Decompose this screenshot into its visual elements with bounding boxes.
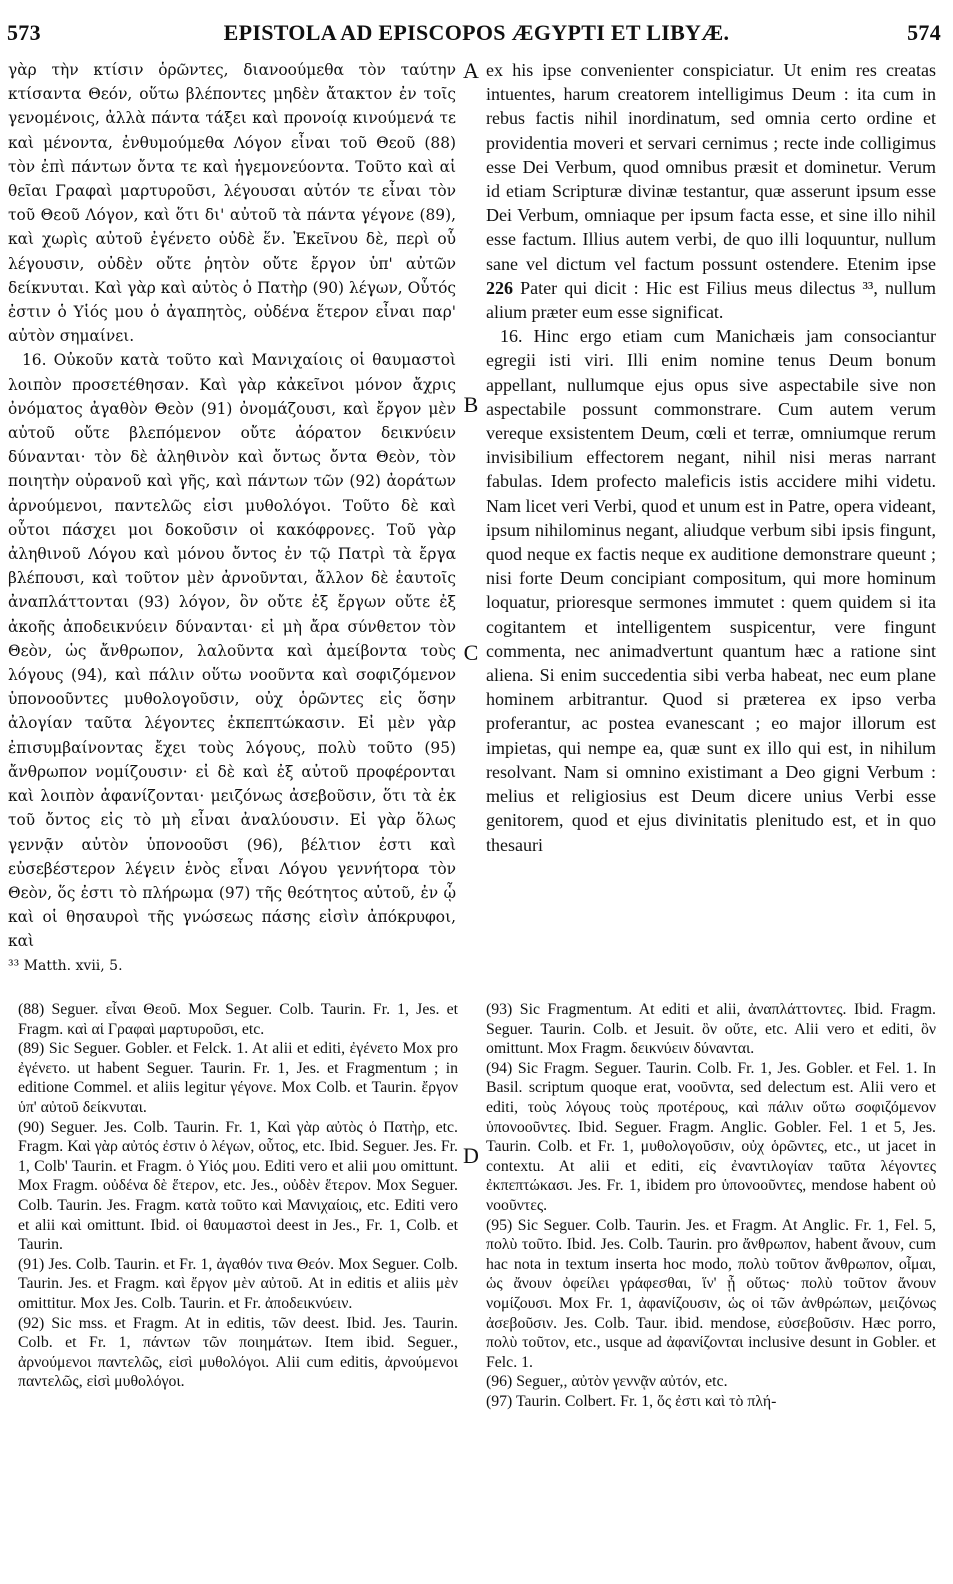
page-header	[0, 14, 953, 50]
note-94: (94) Sic Fragm. Seguer. Taurin. Colb. Fr. 1, Jes. Gobler. et Fel. 1. In Basil. scriptum quoque erat, νοοῦντα, sed delectum est. Alii vero et editi, τοὺς λόγους τοὺς προτέρους, καὶ πάλιν οὕτω σοφιζόμενον ὑπονοοῦντες. Ibid. Seguer. Fragm. Anglic. Gobler. Fel. 1 et 5, Jes. Taurin. Colb. et Fr. 1, μυθολογοῦσιν, οὐχ ὁρῶντες, etc., ut jacet in contextu. At alii et editi, εἰς ἐναντιλογίαν ταῦτα λέγοντες ἐκπεπτώκασι. Jes. Fr. 1, ibidem pro ὑπονοοῦντες, mendose habent οὐ νοοῦντες.	[486, 1059, 936, 1214]
note-90: (90) Seguer. Jes. Colb. Taurin. Fr. 1, Καὶ γὰρ αὐτὸς ὁ Πατὴρ, etc. Fragm. Καὶ γὰρ αὐτός ἐστιν ὁ λέγων, οὗτος, etc. Ibid. Seguer. Jes. Fr. 1, Colb' Taurin. et Fragm. ὁ Υἱός μου. Editi vero et alii μου omittunt. Mox Fragm. οὐδένα δὲ ἕτερον, etc. Jes., οὐδὲν ἕτερον. Mox Seguer. Colb. Taurin. Jes. Fragm. κατὰ τοῦτο καὶ Μανιχαίοις, etc. Editi vero et alii καὶ omittunt. Ibid. οἱ θαυμαστοὶ deest in Jes., Fr. 1, Colb. et Taurin.	[18, 1118, 458, 1254]
margin-letter-a: A	[463, 58, 479, 83]
note-96: (96) Seguer,, αὐτὸν γεννᾷν αὐτόν, etc.	[486, 1373, 728, 1391]
note-88: (88) Seguer. εἶναι Θεοῦ. Mox Seguer. Colb. Taurin. Fr. 1, Jes. et Fragm. καὶ αἱ Γραφαὶ μαρτυροῦσι, etc.	[18, 1001, 458, 1038]
margin-letter-c: C	[463, 640, 479, 665]
page-number-right: 574	[907, 20, 941, 45]
greek-paragraph-1: γὰρ τὴν κτίσιν ὁρῶντες, διανοούμεθα τὸν ταύτην κτίσαντα Θεόν, οὕτω βλέποντες μηδὲν ἄτακτον ἐν τοῖς γενομένοις, ἀλλὰ πάντα τάξει καὶ προνοίᾳ κινούμενά τε καὶ μένοντα, ἐνθυμούμεθα Λόγον εἶναι τοῦ Θεοῦ (88) τὸν ἐπὶ πάντων ὄντα τε καὶ ἡγεμονεύοντα. Τοῦτο καὶ αἱ θεῖαι Γραφαὶ μαρτυροῦσι, λέγουσαι αὐτόν τε εἶναι τὸν τοῦ Θεοῦ Λόγον, καὶ ὅτι δι' αὐτοῦ τὰ πάντα γέγονε (89), καὶ χωρὶς αὐτοῦ ἐγένετο οὐδὲ ἕν. Ἐκεῖνου δὲ, περὶ οὗ λέγουσιν, οὐδὲν οὔτε ῥητὸν οὔτε ἔργον ὑπ' αὐτῶν δείκνυται. Καὶ γὰρ καὶ αὐτὸς ὁ Πατὴρ (90) λέγων, Οὗτός ἐστιν ὁ Υἱός μου ὁ ἀγαπητὸς, οὐδένα ἕτερον εἶναι παρ' αὐτὸν σημαίνει.	[8, 61, 456, 346]
scripture-reference: ³³ Matth. xvii, 5.	[8, 957, 123, 974]
note-95: (95) Sic Seguer. Colb. Taurin. Jes. et Fragm. At Anglic. Fr. 1, Fel. 5, πολὺ τοῦτο. Ibid. Jes. Colb. Taurin. pro ἄνθρωπον, habent ἄνουν, cum hac nota in textum inserta hoc modo, πολὺ τοῦτον ἄνθρωπον, οἶμαι, ὡς ἄνουν ὀφείλει γράφεσθαι, ἵν' ᾖ οὕτως· πολὺ τοῦτον ἄνουν νομίζουσι. Mox Fr. 1, ἀφανίζουσιν, ὡς οἱ τῶν ἀνθρώπων, μειζόνως ἀσεβοῦσιν. Jes. Colb. Taur. ibid. mendose, εὐσεβοῦσιν. Hæc porro, πολὺ τοῦτον, etc., usque ad ἀφανίζονται inclusive desunt in Gobler. et Felc. 1.	[486, 1216, 936, 1371]
greek-column	[8, 58, 456, 978]
column-number: 226	[486, 277, 513, 298]
latin-paragraph-2: 16. Hinc ergo etiam cum Manichæis jam consociantur egregii isti viri. Illi enim nomine tenus Deum bonum appellant, nullumque ejus opus sive aspectabile sive non aspectabile possunt commonstrare. Cum autem verum vereque exsistentem Deum, cœli et terræ, omniumque rerum invisibilium effectorem negant, nihil nisi meras narrant fabulas. Idem profecto maleficis istis accidere mihi videtu. Nam licet veri Verbi, quod et unum est in Patre, opera videant, ipsum nihilominus negant, aliudque verbum sibi ipsis fingunt, quod neque ex factis neque ex auditione demonstrare queunt ; nisi forte Deum concipiant compositum, qui more hominum loquatur, prioresque sermones immutet : quem quidem si ita cogitantem et intelligentem suspicentur, vere fingunt commenta, nec animadvertunt quantum hæc a ratione sint aliena. Si enim succedentia sibi verba habeat, nec eum plane hominem arbitrantur. Quod si præterea ex ipso verba proferantur, ac postea evanescant ; eo major illorum est impietas, qui nempe ea, quæ sunt ex illo qui est, in nihilum resolvant. Nam si omnino existimant a Deo gigni Verbum : melius et religiosius est Deum dicere unius Verbi esse genitorem, quod et ejus divinitatis plenitudo est, et in quo thesauri	[486, 326, 936, 855]
note-97: (97) Taurin. Colbert. Fr. 1, ὅς ἐστι καὶ τὸ πλή-	[486, 1392, 777, 1410]
margin-letter-d: D	[463, 1143, 479, 1168]
greek-paragraph-2: 16. Οὐκοῦν κατὰ τοῦτο καὶ Μανιχαίοις οἱ θαυμαστοὶ λοιπὸν προσετέθησαν. Καὶ γὰρ κἀκεῖνοι μόνον ἄχρις ὀνόματος ἀγαθὸν Θεὸν (91) ὀνομάζουσι, καὶ ἔργον μὲν αὐτοῦ οὔτε βλεπόμενον οὔτε ἀόρατον δεικνύειν δύνανται· τὸν δὲ ἀληθινὸν καὶ ὄντως ὄντα Θεὸν, τὸν ποιητὴν οὐρανοῦ καὶ γῆς, καὶ πάντων τῶν (92) ἀοράτων ἀρνούμενοι, παντελῶς εἰσι μυθολόγοι. Τοῦτο δὲ καὶ οὗτοι πάσχει μοι δοκοῦσιν οἱ κακόφρονες. Τοῦ γὰρ ἀληθινοῦ Λόγου καὶ μόνου ὄντος ἐν τῷ Πατρὶ τὰ ἔργα βλέπουσι, καὶ τοῦτον μὲν ἀρνοῦνται, ἄλλον δὲ ἑαυτοῖς ἀναπλάττονται (93) λόγον, ὃν οὔτε ἐξ ἔργων οὔτε ἐξ ἀκοῆς ἀποδεικνύειν δύνανται· εἰ μὴ ἄρα σύνθετον τὸν Θεὸν, ὡς ἄνθρωπον, λαλοῦντα καὶ ἀμείβοντα τοὺς λόγους (94), καὶ πάλιν οὕτω νοοῦντα καὶ σοφιζόμενον ὑπονοοῦντες μυθολογοῦσιν, οὐχ ὁρῶντες εἰς ὅσην ἀλογίαν ταῦτα λέγοντες ἐκπεπτώκασιν. Εἰ μὲν γὰρ ἐπισυμβαίνοντας ἔχει τοὺς λόγους, πολὺ τοῦτο (95) ἄνθρωπον νομίζουσιν· εἰ δὲ καὶ ἐξ αὐτοῦ προφέρονται καὶ λοιπὸν ἀφανίζονται· μειζόνως ἀσεβοῦσιν, ὅτι τὰ ἐκ τοῦ ὄντος εἰς τὸ μὴ εἶναι ἀναλύουσιν. Εἰ γὰρ ὅλως γεννᾷν αὐτὸν ὑπονοοῦσι (96), βέλτιον ἐστι καὶ εὐσεβέστερον λέγειν ἑνὸς εἶναι Λόγου γεννήτορα τὸν Θεὸν, ὅς ἐστι τὸ πλήρωμα (97) τῆς θεότητος αὐτοῦ, ἐν ᾧ καὶ οἱ θησαυροὶ τῆς γνώσεως πάσης εἰσὶν ἀπόκρυφοι, καὶ	[8, 351, 456, 951]
note-91: (91) Jes. Colb. Taurin. et Fr. 1, ἀγαθόν τινα Θεόν. Mox Seguer. Colb. Taurin. Jes. et Fragm. καὶ ἔργον μὲν αὐτοῦ. At in editis et aliis μὲν omittitur. Mox Jes. Colb. Taurin. et Fr. ἀποδεικνύειν.	[18, 1255, 458, 1312]
latin-paragraph-1-text: ex his ipse convenienter conspiciatur. Ut enim res creatas intuentes, harum creatorem intelligimus Deum : ita cum in rebus factis nihil inordinatum, sed omnia certo ordine et providentia moveri et servari cernimus ; recte inde colligimus esse Dei Verbum, quod omnibus præsit et dominetur. Verum id etiam Scripturæ divinæ testantur, quæ asserunt ipsum esse Dei Verbum, omniaque per ipsum facta esse, et sine illo nihil esse factum. Illius autem verbi, de quo illi loquuntur, nullum sane vel dictum vel factum possunt ostendere. Etenim ipse	[486, 60, 936, 274]
notes-left-column	[18, 1000, 458, 1392]
note-89: (89) Sic Seguer. Gobler. et Felck. 1. At alii et editi, ἐγένετο Mox pro ἐγένετο. ut habent Seguer. Taurin. Fr. 1, Jes. et Fragmentum ; in editione Commel. et aliis legitur γέγονε. Mox Colb. et Taurin. ἔργον ὑπ' αὐτοῦ δείκνυται.	[18, 1040, 458, 1116]
note-92: (92) Sic mss. et Fragm. At in editis, τῶν deest. Ibid. Jes. Taurin. Colb. et Fr. 1, πάντων τῶν ποιημάτων. Item ibid. Seguer., ἀρνούμενοι παντελῶς, εἰσὶ μυθολόγοι. Alii cum editis, ἀρνούμενοι παντελῶς, εἰσὶ μυθολόγοι.	[18, 1314, 458, 1391]
notes-right-column	[486, 1000, 936, 1411]
running-title: EPISTOLA AD EPISCOPOS ÆGYPTI ET LIBYÆ.	[223, 20, 730, 45]
latin-column	[486, 58, 936, 857]
latin-paragraph-1-end: Pater qui dicit : Hic est Filius meus dilectus ³³, nullum alium præter eum esse significat.	[486, 277, 936, 323]
page-number-left: 573	[7, 20, 41, 45]
margin-letter-b: B	[463, 392, 479, 417]
note-93: (93) Sic Fragmentum. At editi et alii, ἀναπλάττοντες. Ibid. Fragm. Seguer. Taurin. Colb. et Jesuit. ὃν οὔτε, etc. Alii vero et editi, ὃν omittunt. Mox Fragm. δεικνύειν δύνανται.	[486, 1001, 936, 1058]
latin-paragraph-1	[486, 58, 936, 324]
